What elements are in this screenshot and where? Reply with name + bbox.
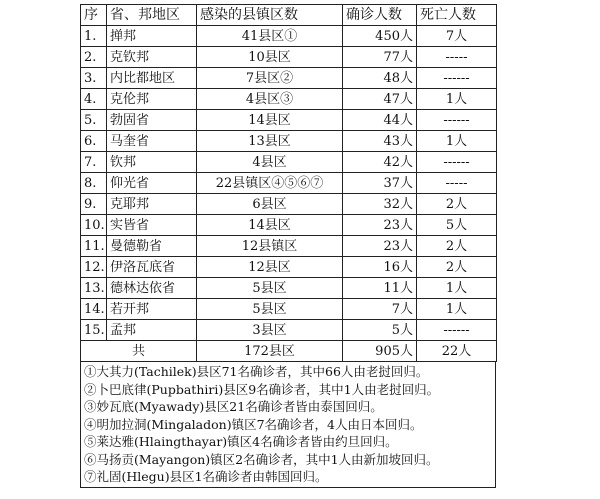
- cell-confirmed: 11人: [343, 278, 417, 299]
- header-counties: 感染的县镇区数: [197, 5, 343, 26]
- footnote: ④明加拉洞(Mingaladon)镇区7名确诊者，4人由日本回归。: [84, 416, 423, 432]
- cell-counties: 10县区: [197, 47, 343, 68]
- cell-counties: 22县镇区④⑤⑥⑦: [197, 173, 343, 194]
- cell-idx: 9.: [81, 194, 107, 215]
- cell-area: 克耶邦: [107, 194, 197, 215]
- table-row: [81, 194, 497, 215]
- cell-area: 若开邦: [107, 299, 197, 320]
- cell-area: 孟邦: [107, 320, 197, 341]
- cell-area: 内比都地区: [107, 68, 197, 89]
- cell-confirmed: 48人: [343, 68, 417, 89]
- cell-idx: 4.: [81, 89, 107, 110]
- footnote: ①大其力(Tachilek)县区71名确诊者，其中66人由老挝回归。: [84, 364, 429, 379]
- cell-idx: 1.: [81, 26, 107, 47]
- table-row: [81, 68, 497, 89]
- cell-area: 马奎省: [107, 131, 197, 152]
- footnote: ③妙瓦底(Myawady)县区21名确诊者皆由泰国回归。: [84, 399, 383, 414]
- header-deaths: 死亡人数: [417, 5, 497, 26]
- cell-area: 曼德勒省: [107, 236, 197, 257]
- table-row: [81, 131, 497, 152]
- footnote: ⑥马扬贡(Mayangon)镇区2名确诊者，其中1人由新加坡回归。: [84, 451, 439, 467]
- cell-deaths: 5人: [417, 215, 497, 236]
- cell-deaths: ------: [417, 110, 497, 131]
- cell-deaths: ------: [417, 68, 497, 89]
- cell-counties: 4县区: [197, 152, 343, 173]
- cell-confirmed: 23人: [343, 215, 417, 236]
- cell-idx: 13.: [81, 278, 107, 299]
- cell-idx: 15.: [81, 320, 107, 341]
- footnote: ②卜巴底律(Pupbathiri)县区9名确诊者，其中1人由老挝回归。: [84, 381, 440, 397]
- cell-counties: 13县区: [197, 131, 343, 152]
- cell-area: 克伦邦: [107, 89, 197, 110]
- cell-confirmed: 77人: [343, 47, 417, 68]
- header-area: 省、邦地区: [107, 5, 197, 26]
- total-row: [81, 341, 497, 362]
- table-row: [81, 215, 497, 236]
- cell-confirmed: 16人: [343, 257, 417, 278]
- footnotes: [80, 362, 496, 488]
- cell-deaths: -----: [417, 173, 497, 194]
- table-row: [81, 47, 497, 68]
- cell-deaths: 1人: [417, 89, 497, 110]
- table-row: [81, 257, 497, 278]
- header-idx: 序: [81, 5, 107, 26]
- cell-counties: 7县区②: [197, 68, 343, 89]
- cell-area: 掸邦: [107, 26, 197, 47]
- cell-deaths: 2人: [417, 194, 497, 215]
- cell-confirmed: 44人: [343, 110, 417, 131]
- cell-confirmed: 43人: [343, 131, 417, 152]
- cell-idx: 3.: [81, 68, 107, 89]
- header-confirmed: 确诊人数: [343, 5, 417, 26]
- cell-area: 克钦邦: [107, 47, 197, 68]
- cell-counties: 14县区: [197, 110, 343, 131]
- cell-deaths: 1人: [417, 131, 497, 152]
- cell-counties: 12县区: [197, 257, 343, 278]
- cell-deaths: 1人: [417, 299, 497, 320]
- table-row: [81, 278, 497, 299]
- cell-counties: 41县区①: [197, 26, 343, 47]
- table-row: [81, 110, 497, 131]
- footnote: ⑦礼固(Hlegu)县区1名确诊者由韩国回归。: [84, 469, 328, 484]
- table-row: [81, 299, 497, 320]
- cell-counties: 6县区: [197, 194, 343, 215]
- cell-deaths: ------: [417, 152, 497, 173]
- cell-confirmed: 42人: [343, 152, 417, 173]
- cell-area: 伊洛瓦底省: [107, 257, 197, 278]
- cell-confirmed: 23人: [343, 236, 417, 257]
- cell-area: 德林达依省: [107, 278, 197, 299]
- total-label: 共: [81, 341, 197, 362]
- cell-confirmed: 47人: [343, 89, 417, 110]
- cell-idx: 11.: [81, 236, 107, 257]
- cell-deaths: 2人: [417, 236, 497, 257]
- total-counties: 172县区: [197, 341, 343, 362]
- table-row: [81, 236, 497, 257]
- cell-counties: 12县镇区: [197, 236, 343, 257]
- total-confirmed: 905人: [343, 341, 417, 362]
- cell-confirmed: 450人: [343, 26, 417, 47]
- cell-idx: 10.: [81, 215, 107, 236]
- cell-confirmed: 32人: [343, 194, 417, 215]
- cell-counties: 5县区: [197, 278, 343, 299]
- cell-deaths: ------: [417, 320, 497, 341]
- cell-idx: 5.: [81, 110, 107, 131]
- cell-area: 实皆省: [107, 215, 197, 236]
- cell-counties: 3县区: [197, 320, 343, 341]
- cell-deaths: -----: [417, 47, 497, 68]
- document: [80, 4, 500, 488]
- cell-deaths: 7人: [417, 26, 497, 47]
- cell-counties: 14县区: [197, 215, 343, 236]
- table-row: [81, 89, 497, 110]
- cell-confirmed: 7人: [343, 299, 417, 320]
- cell-idx: 7.: [81, 152, 107, 173]
- total-deaths: 22人: [417, 341, 497, 362]
- cell-area: 勃固省: [107, 110, 197, 131]
- table-header-row: [81, 5, 497, 26]
- cell-idx: 6.: [81, 131, 107, 152]
- cell-deaths: 2人: [417, 257, 497, 278]
- table-row: [81, 26, 497, 47]
- cell-idx: 14.: [81, 299, 107, 320]
- cell-idx: 2.: [81, 47, 107, 68]
- cell-confirmed: 37人: [343, 173, 417, 194]
- table-body: [81, 26, 497, 341]
- covid-table: [80, 4, 497, 362]
- table-row: [81, 320, 497, 341]
- table-row: [81, 152, 497, 173]
- cell-counties: 4县区③: [197, 89, 343, 110]
- cell-confirmed: 5人: [343, 320, 417, 341]
- cell-idx: 8.: [81, 173, 107, 194]
- cell-area: 钦邦: [107, 152, 197, 173]
- table-row: [81, 173, 497, 194]
- cell-idx: 12.: [81, 257, 107, 278]
- cell-area: 仰光省: [107, 173, 197, 194]
- cell-counties: 5县区: [197, 299, 343, 320]
- footnote: ⑤莱达雅(Hlaingthayar)镇区4名确诊者皆由约旦回归。: [84, 434, 398, 449]
- cell-deaths: 1人: [417, 278, 497, 299]
